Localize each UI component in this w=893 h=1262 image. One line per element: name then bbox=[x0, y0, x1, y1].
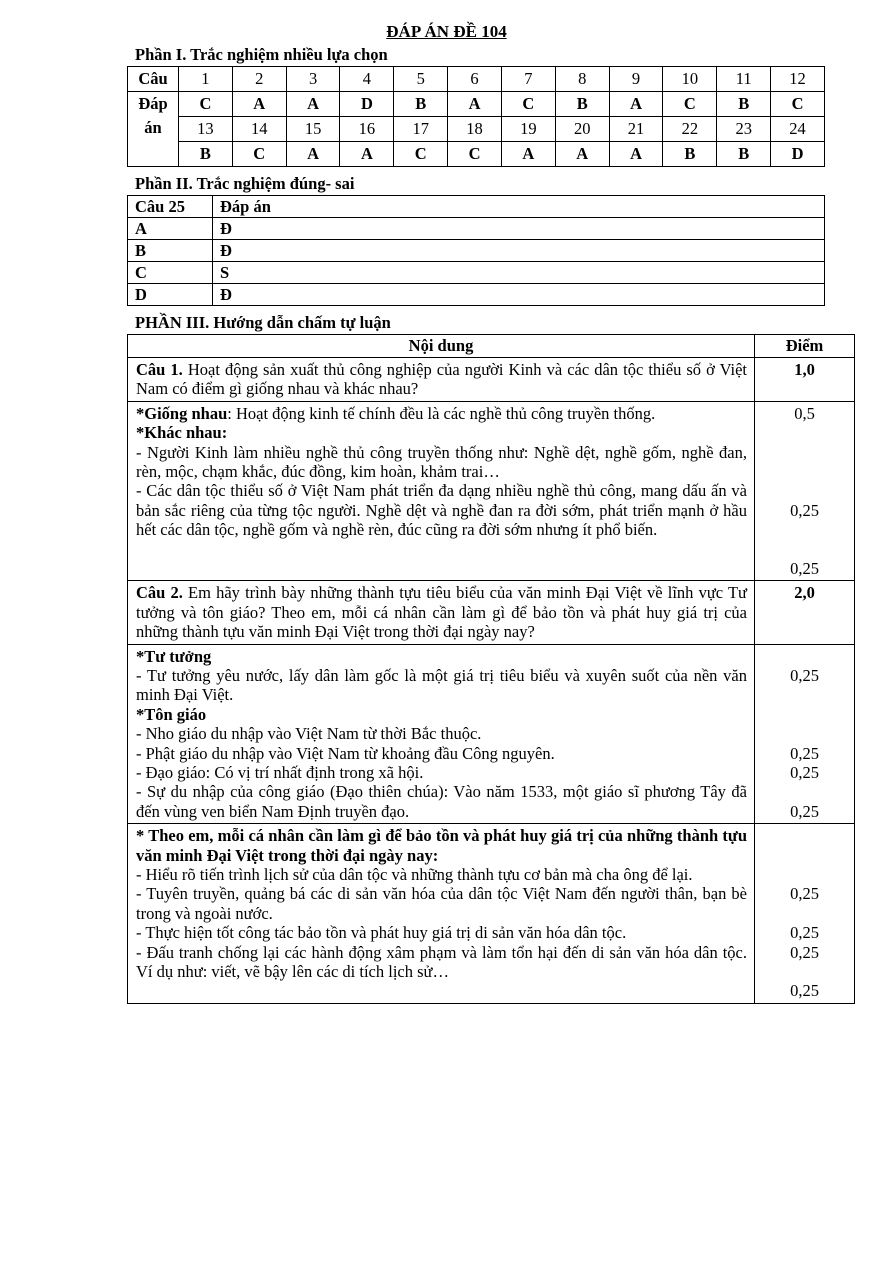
question-number: 12 bbox=[771, 67, 825, 92]
question-number: 21 bbox=[609, 117, 663, 142]
answer-text: - Phật giáo du nhập vào Việt Nam từ khoảng đầu Công nguyên. bbox=[136, 743, 555, 763]
points-value: 0,25 bbox=[790, 762, 819, 782]
answer-cell: A bbox=[555, 142, 609, 167]
answer-text: - Các dân tộc thiểu số ở Việt Nam phát triển đa dạng nhiều nghề thủ công, mang dấu ấn và bản sắc riêng của từng tộc người. Nghề dệt và nghề đan ra đời sớm, phát triển mạnh ở hầu hết các dân tộc, nghề gốm và nghề rèn, đúc cũng ra đời sớm nhưng ít phổ biến. bbox=[136, 481, 747, 540]
answer-cell: C bbox=[771, 92, 825, 117]
answer-text: - Nho giáo du nhập vào Việt Nam từ thời Bắc thuộc. bbox=[136, 724, 482, 744]
question-number: 11 bbox=[717, 67, 771, 92]
answer-row bbox=[128, 824, 855, 1004]
part1-heading: Phần I. Trắc nghiệm nhiều lựa chọn bbox=[135, 45, 388, 64]
essay-grading-table bbox=[127, 334, 855, 1004]
question-row bbox=[128, 358, 855, 402]
table-row bbox=[128, 240, 825, 262]
points-value: 0,25 bbox=[790, 942, 819, 962]
question-number: 15 bbox=[286, 117, 340, 142]
answer-cell: C bbox=[179, 92, 233, 117]
answer-cell: B bbox=[394, 92, 448, 117]
part2-heading: Phần II. Trắc nghiệm đúng- sai bbox=[135, 174, 355, 193]
item-label: D bbox=[128, 284, 213, 306]
answer-text: - Tuyên truyền, quảng bá các di sản văn hóa của dân tộc Việt Nam đến người thân, bạn bè trong và ngoài nước. bbox=[136, 884, 747, 923]
answer-cell: C bbox=[663, 92, 717, 117]
answer-cell: B bbox=[179, 142, 233, 167]
answer-text: - Đấu tranh chống lại các hành động xâm phạm và làm tổn hại đến di sản văn hóa dân tộc. Ví dụ như: viết, vẽ bậy lên các di tích lịch sử… bbox=[136, 942, 747, 982]
answer-text: : Hoạt động kinh tế chính đều là các nghề thủ công truyền thống. bbox=[227, 403, 656, 423]
item-answer: Đ bbox=[213, 240, 825, 262]
points-value: 0,25 bbox=[790, 665, 819, 685]
points-value: 0,25 bbox=[790, 500, 819, 520]
true-false-answer-table bbox=[127, 195, 825, 306]
points-value: 0,25 bbox=[790, 801, 819, 821]
question-number: 13 bbox=[179, 117, 233, 142]
question-number: 3 bbox=[286, 67, 340, 92]
answer-cell: A bbox=[609, 92, 663, 117]
part3-heading: PHẦN III. Hướng dẫn chấm tự luận bbox=[135, 313, 391, 332]
points-column bbox=[755, 644, 855, 824]
points-column bbox=[755, 401, 855, 581]
item-label: A bbox=[128, 218, 213, 240]
multiple-choice-answer-table bbox=[127, 66, 825, 167]
answer-label: *Tư tưởng bbox=[136, 646, 212, 666]
answer-text: - Đạo giáo: Có vị trí nhất định trong xã hội. bbox=[136, 763, 424, 783]
question-2 bbox=[128, 581, 755, 644]
answer-row bbox=[128, 401, 855, 581]
answer-cell: A bbox=[448, 92, 502, 117]
answer-cell: D bbox=[771, 142, 825, 167]
question-number: 20 bbox=[555, 117, 609, 142]
item-answer: Đ bbox=[213, 218, 825, 240]
answer-cell: B bbox=[663, 142, 717, 167]
question-number: 6 bbox=[448, 67, 502, 92]
answer-row bbox=[128, 142, 825, 167]
question-number: 4 bbox=[340, 67, 394, 92]
row-label-answer: Đáp án bbox=[128, 92, 179, 167]
question-number: 9 bbox=[609, 67, 663, 92]
answer-cell: C bbox=[448, 142, 502, 167]
answer-cell: A bbox=[609, 142, 663, 167]
table-header-row bbox=[128, 196, 825, 218]
answer-cell: C bbox=[232, 142, 286, 167]
question-number-row bbox=[128, 67, 825, 92]
item-label: B bbox=[128, 240, 213, 262]
answer-text: - Người Kinh làm nhiều nghề thủ công truyền thống như: Nghề dệt, nghề gốm, nghề đan, rèn, mộc, chạm khắc, đúc đồng, kim hoàn, khảm trai… bbox=[136, 442, 747, 482]
question-number: 18 bbox=[448, 117, 502, 142]
answer-label: * Theo em, mỗi cá nhân cần làm gì để bảo tồn và phát huy giá trị của những thành tựu văn minh Đại Việt trong thời đại ngày nay: bbox=[136, 826, 747, 865]
answer-cell: C bbox=[501, 92, 555, 117]
question-number: 10 bbox=[663, 67, 717, 92]
question-number: 16 bbox=[340, 117, 394, 142]
item-answer: Đ bbox=[213, 284, 825, 306]
column-header-answer: Đáp án bbox=[213, 196, 825, 218]
answer-label: *Tôn giáo bbox=[136, 704, 207, 724]
question-row bbox=[128, 581, 855, 644]
question-number: 1 bbox=[179, 67, 233, 92]
table-row bbox=[128, 218, 825, 240]
question-number: 19 bbox=[501, 117, 555, 142]
item-answer: S bbox=[213, 262, 825, 284]
document-title: ĐÁP ÁN ĐỀ 104 bbox=[386, 22, 507, 41]
question-number: 22 bbox=[663, 117, 717, 142]
question-points: 1,0 bbox=[755, 358, 855, 402]
answer-cell: B bbox=[717, 92, 771, 117]
answer-cell: A bbox=[232, 92, 286, 117]
question-number: 5 bbox=[394, 67, 448, 92]
points-value: 0,25 bbox=[790, 884, 819, 904]
question-points: 2,0 bbox=[755, 581, 855, 644]
column-header-content: Nội dung bbox=[128, 335, 755, 358]
points-value: 0,25 bbox=[790, 923, 819, 943]
points-value: 0,25 bbox=[790, 743, 819, 763]
question-number: 17 bbox=[394, 117, 448, 142]
question-label: Câu 2. bbox=[136, 583, 183, 603]
table-header-row bbox=[128, 335, 855, 358]
question-text: Em hãy trình bày những thành tựu tiêu biểu của văn minh Đại Việt về lĩnh vực Tư tưởng và tôn giáo? Theo em, mỗi cá nhân cần làm gì để bảo tồn và phát huy giá trị của những thành tựu văn minh Đại Việt trong thời đại ngày nay? bbox=[136, 583, 747, 642]
answer-cell: B bbox=[717, 142, 771, 167]
answer-label: *Khác nhau: bbox=[136, 423, 228, 443]
answer-text: - Thực hiện tốt công tác bảo tồn và phát huy giá trị di sản văn hóa dân tộc. bbox=[136, 923, 627, 943]
answer-cell: B bbox=[555, 92, 609, 117]
column-header-points: Điểm bbox=[755, 335, 855, 358]
question-text: Hoạt động sản xuất thủ công nghiệp của người Kinh và các dân tộc thiểu số ở Việt Nam có điểm gì giống nhau và khác nhau? bbox=[136, 360, 747, 399]
answer-cell: A bbox=[286, 92, 340, 117]
question-number-row bbox=[128, 117, 825, 142]
answer-paragraph bbox=[136, 404, 747, 423]
item-label: C bbox=[128, 262, 213, 284]
answer-text: - Tư tưởng yêu nước, lấy dân làm gốc là một giá trị tiêu biểu và xuyên suốt của nền văn minh Đại Việt. bbox=[136, 666, 747, 705]
question-number: 7 bbox=[501, 67, 555, 92]
answer-cell: A bbox=[286, 142, 340, 167]
table-row bbox=[128, 284, 825, 306]
answer-cell: C bbox=[394, 142, 448, 167]
question-1 bbox=[128, 358, 755, 402]
question-2-answer bbox=[128, 644, 755, 824]
answer-cell: A bbox=[501, 142, 555, 167]
answer-cell: A bbox=[340, 142, 394, 167]
question-number: 23 bbox=[717, 117, 771, 142]
answer-cell: D bbox=[340, 92, 394, 117]
question-number: 14 bbox=[232, 117, 286, 142]
answer-row bbox=[128, 644, 855, 824]
points-value: 0,25 bbox=[790, 558, 819, 578]
points-value: 0,5 bbox=[794, 403, 815, 423]
answer-label: *Giống nhau bbox=[136, 403, 228, 423]
question-label: Câu 1. bbox=[136, 360, 183, 379]
row-label-question: Câu bbox=[128, 67, 179, 92]
table-row bbox=[128, 262, 825, 284]
question-number: 2 bbox=[232, 67, 286, 92]
question-2-opinion-answer bbox=[128, 824, 755, 1004]
answer-text: - Sự du nhập của công giáo (Đạo thiên chúa): Vào năm 1533, một giáo sĩ phương Tây đã đến vùng ven biển Nam Định truyền đạo. bbox=[136, 782, 747, 821]
points-column bbox=[755, 824, 855, 1004]
question-number: 24 bbox=[771, 117, 825, 142]
question-number: 8 bbox=[555, 67, 609, 92]
column-header-question: Câu 25 bbox=[128, 196, 213, 218]
question-1-answer bbox=[128, 401, 755, 581]
answer-row bbox=[128, 92, 825, 117]
points-value: 0,25 bbox=[790, 981, 819, 1001]
answer-text: - Hiểu rõ tiến trình lịch sử của dân tộc và những thành tựu cơ bản mà cha ông để lại. bbox=[136, 865, 693, 885]
